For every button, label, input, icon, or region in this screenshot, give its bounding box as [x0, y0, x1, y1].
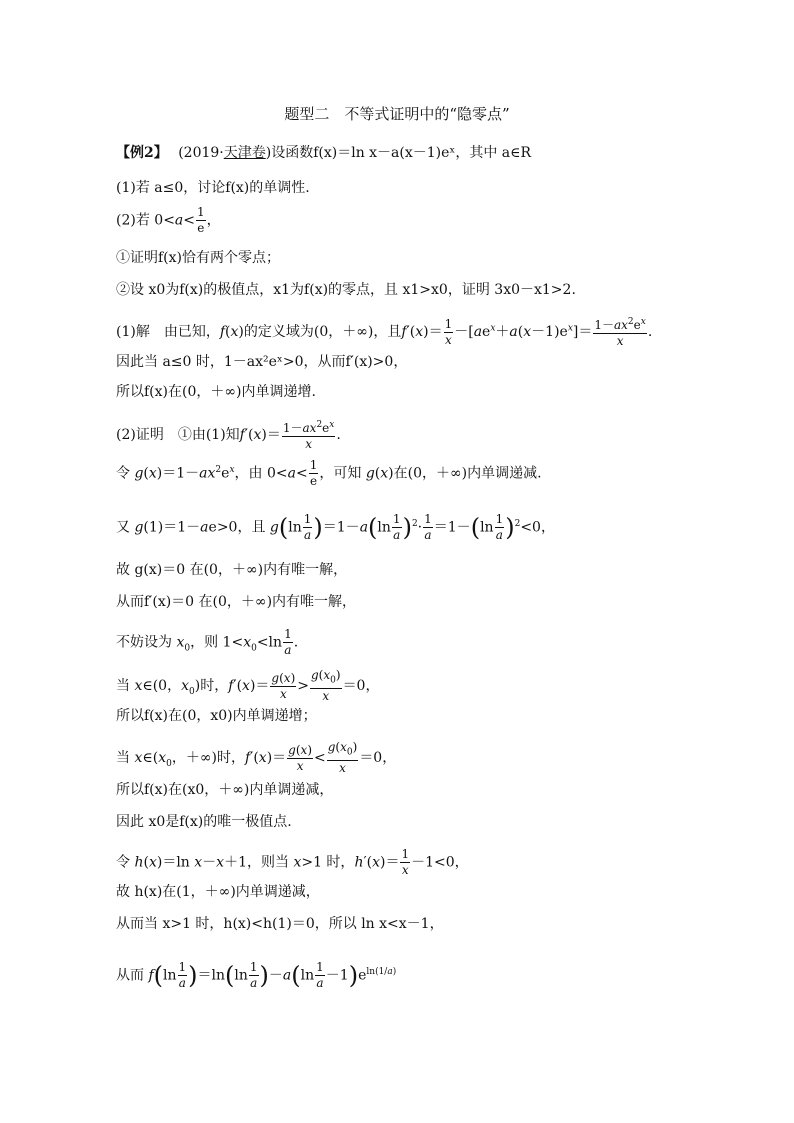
line-15: 当 $x\in(x_0$，＋∞)时，f′(x)＝ $\frac{g(x)}{x}$ < $\frac{g(x_0)}{x}$ ＝0， — [116, 740, 397, 776]
example-problem: 设函数f(x)＝ln x－a(x－1)eˣ，其中 a∈R — [271, 145, 532, 161]
line-11: 从而f′(x)＝0 在(0，＋∞)内有唯一解， — [116, 594, 357, 610]
line-19: 故 h(x)在(1，＋∞)内单调递减， — [116, 884, 320, 900]
line-1: (2)若 0<a< $\frac{1}{e}$ ， — [116, 205, 221, 235]
line-8: 令 $g(x)=1-ax^2e^x$，由 0<a< $\frac{1}{e}$ ，可知 g(x)在(0，＋∞)内单调递减. — [116, 458, 542, 488]
line-9: 又 g(1)＝1－ae>0，且 g(ln $\frac{1}{a}$ )＝1－a(ln $\frac{1}{a}$ )$^2$· $\frac{1}{a}$ ＝1－(ln $\frac{1}{a}$ )$^2$<0， — [116, 512, 555, 542]
line-6: 所以f(x)在(0，＋∞)内单调递增. — [116, 384, 316, 400]
line-5: 因此当 a≤0 时，1－ax²eˣ>0，从而f′(x)>0， — [116, 354, 408, 370]
example-source-year: (2019· — [178, 145, 224, 161]
example-source-name: 天津卷 — [223, 145, 266, 161]
section-title: 题型二 不等式证明中的“隐零点” — [284, 105, 510, 123]
example-label: 【例2】 — [116, 145, 168, 161]
line-18: 令 h(x)＝ln x－x＋1，则当 x>1 时，h′(x)＝ $\frac{1}{x}$ －1<0， — [116, 847, 469, 877]
line-13: 当 x∈(0，$x_0$)时，f′(x)＝ $\frac{g(x)}{x}$ > $\frac{g(x_0)}{x}$ ＝0， — [116, 668, 380, 704]
line-14: 所以f(x)在(0，x0)内单调递增； — [116, 708, 317, 724]
line-16: 所以f(x)在(x0，＋∞)内单调递减， — [116, 782, 334, 798]
line-21: 从而 f(ln $\frac{1}{a}$ )＝ln(ln $\frac{1}{a}$ )－a(ln $\frac{1}{a}$ $-1)e^{ln(1/a)}$ — [116, 960, 397, 990]
line-3: ②设 x0为f(x)的极值点，x1为f(x)的零点，且 x1>x0，证明 3x0－x1>2. — [116, 282, 576, 298]
example-header — [116, 143, 531, 163]
line-4: (1)解 由已知，f(x)的定义域为(0，＋∞)，且f′(x)＝ $\frac{1}{x}$ $-[ae^x+a(x-1)e^x]=$ $\frac{1-ax^2e^x}{x}$ . — [116, 316, 653, 348]
line-2: ①证明f(x)恰有两个零点； — [116, 250, 281, 266]
line-7: (2)证明 ①由(1)知f′(x)＝ $\frac{1-ax^2e^x}{x}$ . — [116, 420, 341, 451]
line-10: 故 g(x)＝0 在(0，＋∞)内有唯一解， — [116, 562, 348, 578]
line-20: 从而当 x>1 时，h(x)<h(1)＝0，所以 ln x<x－1， — [116, 916, 444, 932]
example-source-close: ) — [265, 145, 272, 161]
line-0: (1)若 a≤0，讨论f(x)的单调性. — [116, 180, 310, 196]
frac-1-over-e: $\frac{1}{e}$ — [197, 205, 205, 235]
line-17: 因此 x0是f(x)的唯一极值点. — [116, 814, 292, 830]
line-12: 不妨设为 $x_0$，则 $1<x_0<\ln$ $\frac{1}{a}$ . — [116, 627, 299, 657]
